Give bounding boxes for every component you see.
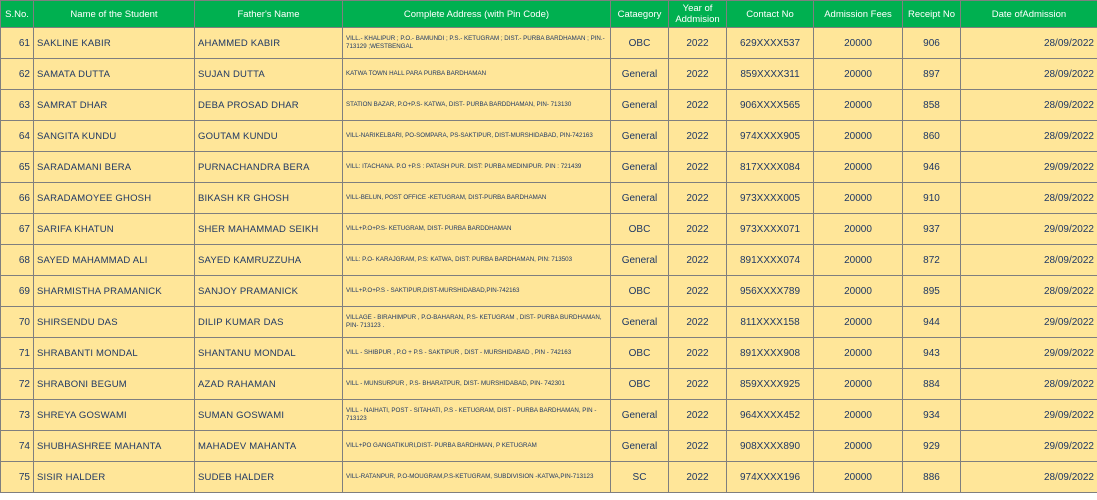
cell-father-name[interactable]: SUDEB HALDER (195, 462, 343, 493)
cell-year[interactable]: 2022 (669, 338, 727, 369)
cell-student-name[interactable]: SAMRAT DHAR (34, 90, 195, 121)
cell-contact[interactable]: 956XXXX789 (727, 276, 814, 307)
header-name[interactable]: Name of the Student (34, 1, 195, 28)
cell-year[interactable]: 2022 (669, 307, 727, 338)
cell-receipt[interactable]: 944 (903, 307, 961, 338)
cell-date[interactable]: 28/09/2022 (961, 59, 1097, 90)
cell-receipt[interactable]: 872 (903, 245, 961, 276)
cell-sno[interactable]: 70 (1, 307, 34, 338)
cell-sno[interactable]: 72 (1, 369, 34, 400)
cell-year[interactable]: 2022 (669, 183, 727, 214)
cell-year[interactable]: 2022 (669, 276, 727, 307)
cell-father-name[interactable]: GOUTAM KUNDU (195, 121, 343, 152)
cell-category[interactable]: General (611, 152, 669, 183)
table-row (1, 245, 1097, 276)
cell-address[interactable]: VILL+P.O+P.S- KETUGRAM, DIST- PURBA BARDDHAMAN (343, 214, 611, 245)
cell-category[interactable]: General (611, 307, 669, 338)
cell-father-name[interactable]: BIKASH KR GHOSH (195, 183, 343, 214)
cell-date[interactable]: 29/09/2022 (961, 214, 1097, 245)
cell-father-name[interactable]: SANJOY PRAMANICK (195, 276, 343, 307)
cell-fees[interactable]: 20000 (814, 369, 903, 400)
cell-receipt[interactable]: 858 (903, 90, 961, 121)
cell-sno[interactable]: 75 (1, 462, 34, 493)
cell-address[interactable]: VILL+P.O+P.S - SAKTIPUR,DIST-MURSHIDABAD,PIN-742163 (343, 276, 611, 307)
cell-fees[interactable]: 20000 (814, 245, 903, 276)
cell-fees[interactable]: 20000 (814, 90, 903, 121)
cell-contact[interactable]: 859XXXX311 (727, 59, 814, 90)
table-row (1, 400, 1097, 431)
header-sno[interactable]: S.No. (1, 1, 34, 28)
table-row (1, 152, 1097, 183)
cell-address[interactable]: VILL - SHIBPUR , P.O + P.S - SAKTIPUR , DIST - MURSHIDABAD , PIN - 742163 (343, 338, 611, 369)
cell-address[interactable]: VILLAGE - BIRAHIMPUR , P.O-BAHARAN, P.S- KETUGRAM , DIST- PURBA BURDHAMAN, PIN- 713123 . (343, 307, 611, 338)
cell-date[interactable]: 29/09/2022 (961, 307, 1097, 338)
cell-receipt[interactable]: 934 (903, 400, 961, 431)
cell-date[interactable]: 29/09/2022 (961, 431, 1097, 462)
cell-receipt[interactable]: 943 (903, 338, 961, 369)
cell-student-name[interactable]: SAKLINE KABIR (34, 28, 195, 59)
header-fees[interactable]: Admission Fees (814, 1, 903, 28)
cell-fees[interactable]: 20000 (814, 307, 903, 338)
cell-contact[interactable]: 964XXXX452 (727, 400, 814, 431)
table-row (1, 338, 1097, 369)
cell-student-name[interactable]: SARADAMANI BERA (34, 152, 195, 183)
cell-fees[interactable]: 20000 (814, 28, 903, 59)
table-row (1, 214, 1097, 245)
header-contact[interactable]: Contact No (727, 1, 814, 28)
cell-contact[interactable]: 974XXXX905 (727, 121, 814, 152)
cell-father-name[interactable]: DILIP KUMAR DAS (195, 307, 343, 338)
cell-date[interactable]: 28/09/2022 (961, 28, 1097, 59)
cell-fees[interactable]: 20000 (814, 276, 903, 307)
cell-receipt[interactable]: 884 (903, 369, 961, 400)
cell-year[interactable]: 2022 (669, 90, 727, 121)
cell-father-name[interactable]: SUJAN DUTTA (195, 59, 343, 90)
cell-address[interactable]: VILL: ITACHANA. P.O +P.S : PATASH PUR. DIST: PURBA MEDINIPUR. PIN : 721439 (343, 152, 611, 183)
table-row (1, 369, 1097, 400)
header-father[interactable]: Father's Name (195, 1, 343, 28)
cell-fees[interactable]: 20000 (814, 462, 903, 493)
cell-father-name[interactable]: AZAD RAHAMAN (195, 369, 343, 400)
cell-fees[interactable]: 20000 (814, 121, 903, 152)
cell-category[interactable]: General (611, 431, 669, 462)
cell-date[interactable]: 28/09/2022 (961, 90, 1097, 121)
cell-address[interactable]: VILL: P.O- KARAJGRAM, P.S: KATWA, DIST: PURBA BARDHAMAN, PIN: 713503 (343, 245, 611, 276)
cell-year[interactable]: 2022 (669, 400, 727, 431)
cell-father-name[interactable]: SAYED KAMRUZZUHA (195, 245, 343, 276)
cell-student-name[interactable]: SHIRSENDU DAS (34, 307, 195, 338)
cell-address[interactable]: STATION BAZAR, P.O+P.S- KATWA, DIST- PURBA BARDDHAMAN, PIN- 713130 (343, 90, 611, 121)
header-address[interactable]: Complete Address (with Pin Code) (343, 1, 611, 28)
cell-receipt[interactable]: 906 (903, 28, 961, 59)
header-date[interactable]: Date ofAdmission (961, 1, 1097, 28)
cell-date[interactable]: 29/09/2022 (961, 400, 1097, 431)
cell-category[interactable]: OBC (611, 369, 669, 400)
cell-father-name[interactable]: SHER MAHAMMAD SEIKH (195, 214, 343, 245)
cell-sno[interactable]: 73 (1, 400, 34, 431)
cell-receipt[interactable]: 895 (903, 276, 961, 307)
cell-category[interactable]: SC (611, 462, 669, 493)
cell-receipt[interactable]: 937 (903, 214, 961, 245)
cell-category[interactable]: OBC (611, 338, 669, 369)
cell-date[interactable]: 28/09/2022 (961, 369, 1097, 400)
cell-receipt[interactable]: 910 (903, 183, 961, 214)
cell-contact[interactable]: 891XXXX908 (727, 338, 814, 369)
cell-category[interactable]: General (611, 400, 669, 431)
cell-sno[interactable]: 69 (1, 276, 34, 307)
cell-sno[interactable]: 66 (1, 183, 34, 214)
cell-category[interactable]: General (611, 59, 669, 90)
cell-fees[interactable]: 20000 (814, 214, 903, 245)
cell-category[interactable]: General (611, 90, 669, 121)
table-row (1, 90, 1097, 121)
cell-sno[interactable]: 62 (1, 59, 34, 90)
cell-address[interactable]: VILL-RATANPUR, P.O-MOUGRAM,P.S-KETUGRAM, SUBDIVISION -KATWA,PIN-713123 (343, 462, 611, 493)
cell-contact[interactable]: 973XXXX071 (727, 214, 814, 245)
cell-contact[interactable]: 973XXXX005 (727, 183, 814, 214)
cell-address[interactable]: VILL - MUNSURPUR , P.S- BHARATPUR, DIST- MURSHIDABAD, PIN- 742301 (343, 369, 611, 400)
cell-student-name[interactable]: SANGITA KUNDU (34, 121, 195, 152)
cell-receipt[interactable]: 897 (903, 59, 961, 90)
table-body (1, 28, 1097, 493)
cell-year[interactable]: 2022 (669, 28, 727, 59)
cell-sno[interactable]: 68 (1, 245, 34, 276)
cell-date[interactable]: 28/09/2022 (961, 245, 1097, 276)
cell-receipt[interactable]: 929 (903, 431, 961, 462)
cell-contact[interactable]: 811XXXX158 (727, 307, 814, 338)
cell-student-name[interactable]: SAYED MAHAMMAD ALI (34, 245, 195, 276)
table-row (1, 307, 1097, 338)
cell-address[interactable]: KATWA TOWN HALL PARA PURBA BARDHAMAN (343, 59, 611, 90)
cell-student-name[interactable]: SISIR HALDER (34, 462, 195, 493)
cell-address[interactable]: VILL - NAIHATI, POST - SITAHATI, P.S - KETUGRAM, DIST - PURBA BARDHAMAN, PIN - 713123 (343, 400, 611, 431)
cell-student-name[interactable]: SHARMISTHA PRAMANICK (34, 276, 195, 307)
table-row (1, 59, 1097, 90)
cell-student-name[interactable]: SARIFA KHATUN (34, 214, 195, 245)
cell-fees[interactable]: 20000 (814, 400, 903, 431)
cell-father-name[interactable]: AHAMMED KABIR (195, 28, 343, 59)
cell-category[interactable]: General (611, 121, 669, 152)
table-row (1, 28, 1097, 59)
cell-student-name[interactable]: SHRABONI BEGUM (34, 369, 195, 400)
cell-year[interactable]: 2022 (669, 369, 727, 400)
cell-address[interactable]: VILL-NARIKELBARI, PO-SOMPARA, PS-SAKTIPUR, DIST-MURSHIDABAD, PIN-742163 (343, 121, 611, 152)
cell-year[interactable]: 2022 (669, 214, 727, 245)
cell-category[interactable]: OBC (611, 28, 669, 59)
cell-year[interactable]: 2022 (669, 152, 727, 183)
header-category[interactable]: Cataegory (611, 1, 669, 28)
cell-father-name[interactable]: MAHADEV MAHANTA (195, 431, 343, 462)
cell-sno[interactable]: 64 (1, 121, 34, 152)
cell-sno[interactable]: 61 (1, 28, 34, 59)
cell-contact[interactable]: 974XXXX196 (727, 462, 814, 493)
cell-category[interactable]: OBC (611, 214, 669, 245)
cell-receipt[interactable]: 946 (903, 152, 961, 183)
cell-year[interactable]: 2022 (669, 245, 727, 276)
cell-student-name[interactable]: SAMATA DUTTA (34, 59, 195, 90)
cell-fees[interactable]: 20000 (814, 431, 903, 462)
cell-contact[interactable]: 906XXXX565 (727, 90, 814, 121)
cell-sno[interactable]: 74 (1, 431, 34, 462)
cell-father-name[interactable]: DEBA PROSAD DHAR (195, 90, 343, 121)
cell-year[interactable]: 2022 (669, 59, 727, 90)
header-year[interactable]: Year of Addmision (669, 1, 727, 28)
cell-date[interactable]: 29/09/2022 (961, 152, 1097, 183)
table-row (1, 462, 1097, 493)
cell-receipt[interactable]: 860 (903, 121, 961, 152)
cell-date[interactable]: 28/09/2022 (961, 183, 1097, 214)
cell-address[interactable]: VILL+PO GANGATIKURI,DIST- PURBA BARDHMAN, P KETUGRAM (343, 431, 611, 462)
table-row (1, 121, 1097, 152)
cell-contact[interactable]: 859XXXX925 (727, 369, 814, 400)
cell-student-name[interactable]: SHUBHASHREE MAHANTA (34, 431, 195, 462)
cell-date[interactable]: 28/09/2022 (961, 462, 1097, 493)
cell-year[interactable]: 2022 (669, 431, 727, 462)
cell-contact[interactable]: 891XXXX074 (727, 245, 814, 276)
cell-address[interactable]: VILL.- KHALIPUR ; P.O.- BAMUNDI ; P.S.- KETUGRAM ; DIST.- PURBA BARDHAMAN ; PIN.- 713129 ;WESTBENGAL (343, 28, 611, 59)
cell-father-name[interactable]: SHANTANU MONDAL (195, 338, 343, 369)
cell-sno[interactable]: 65 (1, 152, 34, 183)
cell-sno[interactable]: 63 (1, 90, 34, 121)
table-row (1, 183, 1097, 214)
cell-fees[interactable]: 20000 (814, 152, 903, 183)
cell-category[interactable]: General (611, 183, 669, 214)
cell-category[interactable]: General (611, 245, 669, 276)
cell-date[interactable]: 28/09/2022 (961, 276, 1097, 307)
header-row (1, 1, 1097, 28)
cell-father-name[interactable]: PURNACHANDRA BERA (195, 152, 343, 183)
cell-student-name[interactable]: SHREYA GOSWAMI (34, 400, 195, 431)
cell-address[interactable]: VILL-BELUN, POST OFFICE -KETUGRAM, DIST-PURBA BARDHAMAN (343, 183, 611, 214)
cell-fees[interactable]: 20000 (814, 183, 903, 214)
cell-student-name[interactable]: SARADAMOYEE GHOSH (34, 183, 195, 214)
cell-date[interactable]: 28/09/2022 (961, 121, 1097, 152)
cell-father-name[interactable]: SUMAN GOSWAMI (195, 400, 343, 431)
cell-date[interactable]: 29/09/2022 (961, 338, 1097, 369)
cell-student-name[interactable]: SHRABANTI MONDAL (34, 338, 195, 369)
cell-contact[interactable]: 817XXXX084 (727, 152, 814, 183)
table-row (1, 431, 1097, 462)
cell-contact[interactable]: 629XXXX537 (727, 28, 814, 59)
cell-contact[interactable]: 908XXXX890 (727, 431, 814, 462)
cell-year[interactable]: 2022 (669, 121, 727, 152)
cell-category[interactable]: OBC (611, 276, 669, 307)
cell-fees[interactable]: 20000 (814, 338, 903, 369)
table-row (1, 276, 1097, 307)
cell-year[interactable]: 2022 (669, 462, 727, 493)
header-receipt[interactable]: Receipt No (903, 1, 961, 28)
cell-receipt[interactable]: 886 (903, 462, 961, 493)
cell-sno[interactable]: 71 (1, 338, 34, 369)
cell-sno[interactable]: 67 (1, 214, 34, 245)
cell-fees[interactable]: 20000 (814, 59, 903, 90)
